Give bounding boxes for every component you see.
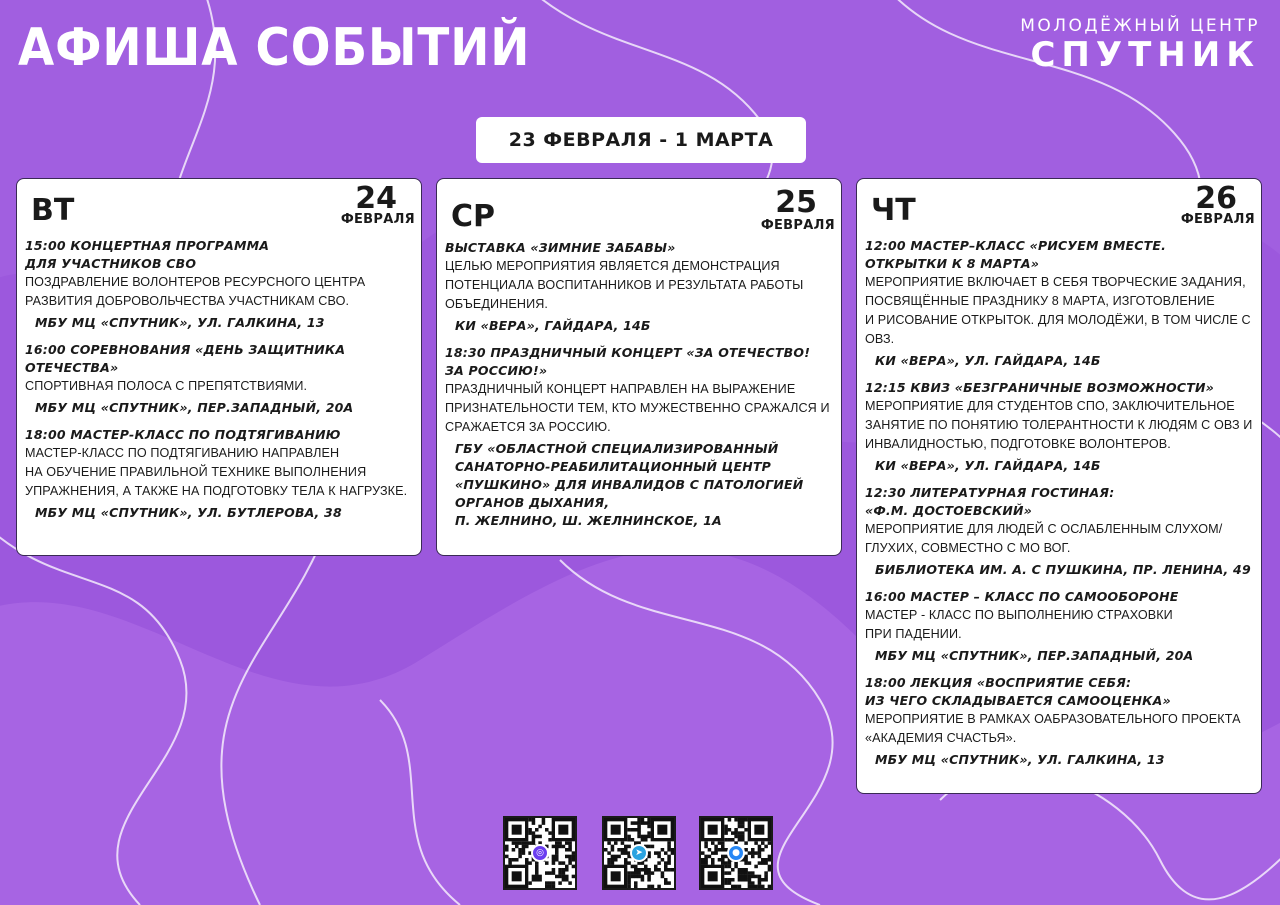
event-title: 18:30 ПРАЗДНИЧНЫЙ КОНЦЕРТ «ЗА ОТЕЧЕСТВО! ЗА РОССИЮ!»	[445, 345, 811, 378]
event-location: КИ «ВЕРА», ГАЙДАРА, 14Б	[455, 318, 651, 333]
day-card-tuesday	[16, 178, 422, 556]
day-number: 26	[1195, 181, 1237, 216]
event-item	[865, 237, 1257, 370]
event-description: МЕРОПРИЯТИЕ В РАМКАХ ОАБРАЗОВАТЕЛЬНОГО ПРОЕКТА «АКАДЕМИЯ СЧАСТЬЯ».	[865, 712, 1241, 745]
event-description: СПОРТИВНАЯ ПОЛОСА С ПРЕПЯТСТВИЯМИ.	[25, 379, 308, 393]
page-title: АФИША СОБЫТИЙ	[18, 18, 531, 78]
event-title: 16:00 СОРЕВНОВАНИЯ «ДЕНЬ ЗАЩИТНИКА ОТЕЧЕСТВА»	[25, 342, 346, 375]
event-location: МБУ МЦ «СПУТНИК», ПЕР.ЗАПАДНЫЙ, 20А	[35, 400, 354, 415]
event-title: 18:00 МАСТЕР-КЛАСС ПО ПОДТЯГИВАНИЮ	[25, 427, 341, 442]
day-month: ФЕВРАЛЯ	[760, 218, 835, 233]
day-month: ФЕВРАЛЯ	[1180, 212, 1255, 227]
event-item	[865, 379, 1257, 475]
event-item	[25, 237, 417, 332]
event-item	[445, 344, 837, 530]
event-list	[445, 239, 837, 539]
day-abbr: ВТ	[31, 193, 75, 228]
vk-icon: ●	[727, 844, 745, 862]
brand-logo	[1020, 16, 1260, 74]
brand-name: СПУТНИК	[1030, 35, 1260, 75]
day-card-thursday	[856, 178, 1262, 794]
event-location: МБУ МЦ «СПУТНИК», УЛ. БУТЛЕРОВА, 38	[35, 505, 342, 520]
event-location: МБУ МЦ «СПУТНИК», УЛ. ГАЛКИНА, 13	[35, 315, 325, 330]
event-title: 12:00 МАСТЕР–КЛАСС «РИСУЕМ ВМЕСТЕ. ОТКРЫТКИ К 8 МАРТА»	[865, 238, 1167, 271]
event-item	[865, 674, 1257, 769]
event-description: ЦЕЛЬЮ МЕРОПРИЯТИЯ ЯВЛЯЕТСЯ ДЕМОНСТРАЦИЯ ПОТЕНЦИАЛА ВОСПИТАННИКОВ И РЕЗУЛЬТАТА РАБОТЫ ОБЪЕДИНЕНИЯ.	[445, 259, 804, 311]
event-location: КИ «ВЕРА», УЛ. ГАЙДАРА, 14Б	[875, 353, 1101, 368]
event-title: 18:00 ЛЕКЦИЯ «ВОСПРИЯТИЕ СЕБЯ: ИЗ ЧЕГО СКЛАДЫВАЕТСЯ САМООЦЕНКА»	[865, 675, 1171, 708]
event-item	[865, 588, 1257, 665]
event-location: КИ «ВЕРА», УЛ. ГАЙДАРА, 14Б	[875, 458, 1101, 473]
day-abbr: СР	[451, 199, 496, 234]
day-month: ФЕВРАЛЯ	[340, 212, 415, 227]
period-badge: 23 ФЕВРАЛЯ - 1 МАРТА	[476, 117, 806, 163]
event-description: МЕРОПРИЯТИЕ ДЛЯ СТУДЕНТОВ СПО, ЗАКЛЮЧИТЕЛЬНОЕ ЗАНЯТИЕ ПО ПОНЯТИЮ ТОЛЕРАНТНОСТИ К ЛЮДЯМ С ОВЗ И ИНВАЛИДНОСТЬЮ, ПОДГОТОВКЕ ВОЛОНТЕРОВ.	[865, 399, 1253, 451]
event-item	[445, 239, 837, 335]
day-number: 24	[355, 181, 397, 216]
brand-subtitle: МОЛОДЁЖНЫЙ ЦЕНТР	[1020, 16, 1260, 36]
qr-code-max[interactable]	[503, 816, 577, 890]
event-location: ГБУ «ОБЛАСТНОЙ СПЕЦИАЛИЗИРОВАННЫЙ САНАТОРНО-РЕАБИЛИТАЦИОННЫЙ ЦЕНТР «ПУШКИНО» ДЛЯ ИНВАЛИДОВ С ПАТОЛОГИЕЙ ОРГАНОВ ДЫХАНИЯ, П. ЖЕЛНИНО, Ш. ЖЕЛНИНСКОЕ, 1А	[455, 441, 804, 528]
event-description: МЕРОПРИЯТИЕ ДЛЯ ЛЮДЕЙ С ОСЛАБЛЕННЫМ СЛУХОМ/ГЛУХИХ, СОВМЕСТНО С МО ВОГ.	[865, 522, 1223, 555]
event-title: 16:00 МАСТЕР – КЛАСС ПО САМООБОРОНЕ	[865, 589, 1179, 604]
event-list	[865, 237, 1257, 778]
max-messenger-icon: ◎	[531, 844, 549, 862]
event-item	[25, 341, 417, 417]
event-title: 12:15 КВИЗ «БЕЗГРАНИЧНЫЕ ВОЗМОЖНОСТИ»	[865, 380, 1214, 395]
qr-code-telegram[interactable]	[602, 816, 676, 890]
day-card-wednesday	[436, 178, 842, 556]
event-description: ПОЗДРАВЛЕНИЕ ВОЛОНТЕРОВ РЕСУРСНОГО ЦЕНТРА РАЗВИТИЯ ДОБРОВОЛЬЧЕСТВА УЧАСТНИКАМ СВО.	[25, 275, 366, 308]
telegram-icon: ➤	[630, 844, 648, 862]
event-item	[25, 426, 417, 522]
event-description: ПРАЗДНИЧНЫЙ КОНЦЕРТ НАПРАВЛЕН НА ВЫРАЖЕНИЕ ПРИЗНАТЕЛЬНОСТИ ТЕМ, КТО МУЖЕСТВЕННО СРАЖАЛСЯ И СРАЖАЕТСЯ ЗА РОССИЮ.	[445, 382, 830, 434]
event-location: МБУ МЦ «СПУТНИК», УЛ. ГАЛКИНА, 13	[875, 752, 1165, 767]
day-abbr: ЧТ	[871, 193, 916, 228]
event-item	[865, 484, 1257, 579]
event-title: 15:00 КОНЦЕРТНАЯ ПРОГРАММА ДЛЯ УЧАСТНИКОВ СВО	[25, 238, 270, 271]
event-description: МАСТЕР - КЛАСС ПО ВЫПОЛНЕНИЮ СТРАХОВКИ ПРИ ПАДЕНИИ.	[865, 608, 1173, 641]
event-title: ВЫСТАВКА «ЗИМНИЕ ЗАБАВЫ»	[445, 240, 676, 255]
qr-code-vk[interactable]	[699, 816, 773, 890]
event-location: МБУ МЦ «СПУТНИК», ПЕР.ЗАПАДНЫЙ, 20А	[875, 648, 1194, 663]
event-title: 12:30 ЛИТЕРАТУРНАЯ ГОСТИНАЯ: «Ф.М. ДОСТОЕВСКИЙ»	[865, 485, 1115, 518]
event-location: БИБЛИОТЕКА ИМ. А. С ПУШКИНА, ПР. ЛЕНИНА, 49	[875, 562, 1251, 577]
day-number: 25	[775, 185, 817, 220]
event-description: МЕРОПРИЯТИЕ ВКЛЮЧАЕТ В СЕБЯ ТВОРЧЕСКИЕ ЗАДАНИЯ, ПОСВЯЩЁННЫЕ ПРАЗДНИКУ 8 МАРТА, ИЗГОТОВЛЕНИЕ И РИСОВАНИЕ ОТКРЫТОК. ДЛЯ МОЛОДЁЖИ, В ТОМ ЧИСЛЕ С ОВЗ.	[865, 275, 1251, 346]
event-list	[25, 237, 417, 531]
event-description: МАСТЕР-КЛАСС ПО ПОДТЯГИВАНИЮ НАПРАВЛЕН НА ОБУЧЕНИЕ ПРАВИЛЬНОЙ ТЕХНИКЕ ВЫПОЛНЕНИЯ УПРАЖНЕНИЯ, А ТАКЖЕ НА ПОДГОТОВКУ ТЕЛА К НАГРУЗКЕ.	[25, 446, 408, 498]
